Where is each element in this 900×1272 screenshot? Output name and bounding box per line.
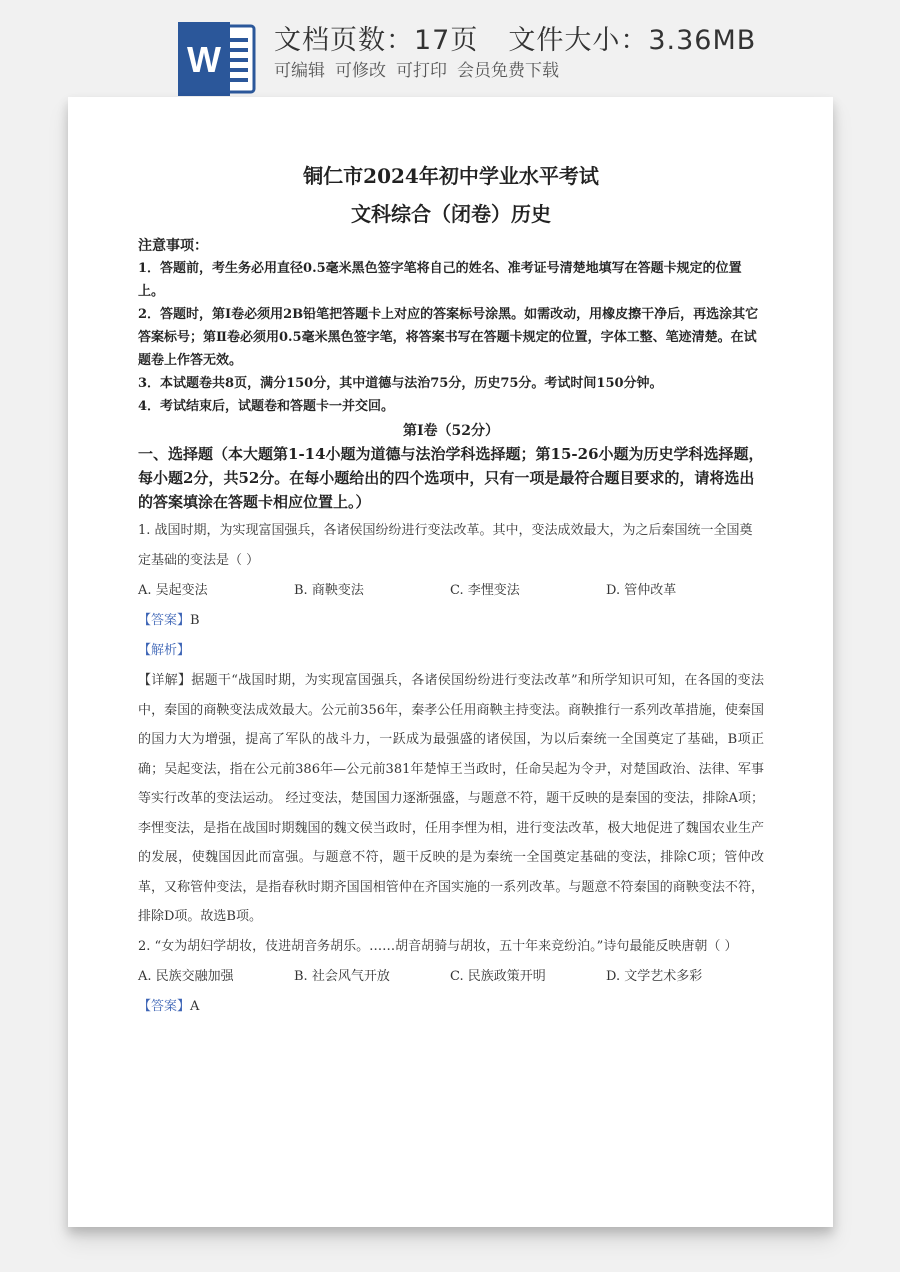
option-d: D. 管仲改革 [606,583,677,598]
answer-label: 【答案】 [138,998,191,1014]
option-c: C. 李悝变法 [450,583,520,598]
notes-heading: 注意事项： [138,238,208,254]
question-1-analysis [138,636,764,666]
question-1-answer [138,606,764,636]
question-1-stem: 1. 战国时期，为实现富国强兵，各诸侯国纷纷进行变法改革。其中，变法成效最大，为之后秦国统一全国奠定基础的变法是（ ） [138,523,753,568]
note-item: 2．答题时，第Ⅰ卷必须用2B铅笔把答题卡上对应的答案标号涂黑。如需改动，用橡皮擦干净后，再选涂其它答案标号；第Ⅱ卷必须用0.5毫米黑色签字笔，将答案书写在答题卡规定的位置，字体工整、笔迹清楚。在试题卷上作答无效。 [138,307,759,368]
answer-value: A [190,998,200,1014]
document-page [68,97,833,1227]
question-1-detail [138,666,764,932]
feature-editable: 可编辑 [274,61,325,81]
option-c: C. 民族政策开明 [450,968,546,984]
option-a: A. 吴起变法 [138,583,208,598]
feature-modifiable: 可修改 [335,61,386,81]
feature-printable: 可打印 [396,61,447,81]
option-b: B. 社会风气开放 [294,968,390,984]
logo-letter: W [187,39,221,80]
feature-list [274,56,569,81]
option-b: B. 商鞅变法 [294,583,364,598]
note-item: 3．本试题卷共8页，满分150分，其中道德与法治75分，历史75分。考试时间150分钟。 [138,376,663,391]
section-title: 第Ⅰ卷（52分） [402,423,500,439]
question-1-options [138,576,764,606]
detail-text: 据题干“战国时期，为实现富国强兵，各诸侯国纷纷进行变法改革”和所学知识可知，在各国的变法中，秦国的商鞅变法成效最大。公元前356年，秦孝公任用商鞅主持变法。商鞅推行一系列改革措施，使秦国的国力大为增强，提高了军队的战斗力，一跃成为最强盛的诸侯国，为以后秦统一全国奠定了基础，B项正确；吴起变法，指在公元前386年—公元前381年楚悼王当政时，任命吴起为令尹，对楚国政治、法律、军事等实行改革的变法运动。 经过变法，楚国国力逐渐强盛，与题意不符，题干反映的是秦国的变法，排除A项；李悝变法，是指在战国时期魏国的魏文侯当政时，任用李悝为相，进行变法改革，极大地促进了魏国农业生产的发展，使魏国因此而富强。与题意不符，题干反映的是为秦统一全国奠定基础的变法，排除C项；管仲改革，又称管仲变法，是指春秋时期齐国国相管仲在齐国实施的一系列改革。与题意不符秦国的商鞅变法不符，排除D项。故选B项。 [138,673,764,924]
answer-value: B [190,613,200,628]
option-a: A. 民族交融加强 [138,968,234,984]
option-d: D. 文学艺术多彩 [606,968,703,984]
feature-member-download: 会员免费下载 [457,61,559,81]
question-2-answer [138,992,764,1022]
file-size: 文件大小：3.36MB [508,25,757,56]
question-2-stem: 2. “女为胡妇学胡妆，伎进胡音务胡乐。……胡音胡骑与胡妆，五十年来竞纷泊。”诗句最能反映唐朝（ ） [138,938,738,954]
page-count: 文档页数：17页 [274,25,479,56]
question-2-options [138,962,764,992]
word-document-icon [178,22,258,96]
page-content [138,157,764,1022]
answer-label: 【答案】 [138,613,191,628]
section-intro: 一、选择题（本大题第1-14小题为道德与法治学科选择题；第15-26小题为历史学科选择题，每小题2分，共52分。在每小题给出的四个选项中，只有一项是最符合题目要求的，请将选出的答案填涂在答题卡相应位置上。） [138,445,764,511]
note-item: 4．考试结束后，试题卷和答题卡一并交回。 [138,399,395,414]
note-item: 1．答题前，考生务必用直径0.5毫米黑色签字笔将自己的姓名、准考证号清楚地填写在答题卡规定的位置上。 [138,261,742,299]
detail-label: 【详解】 [138,673,192,688]
exam-title: 铜仁市2024年初中学业水平考试 [303,164,599,188]
header-banner [0,0,900,96]
exam-subtitle: 文科综合（闭卷）历史 [351,202,551,226]
analysis-label: 【解析】 [138,643,191,658]
file-info [274,18,786,57]
